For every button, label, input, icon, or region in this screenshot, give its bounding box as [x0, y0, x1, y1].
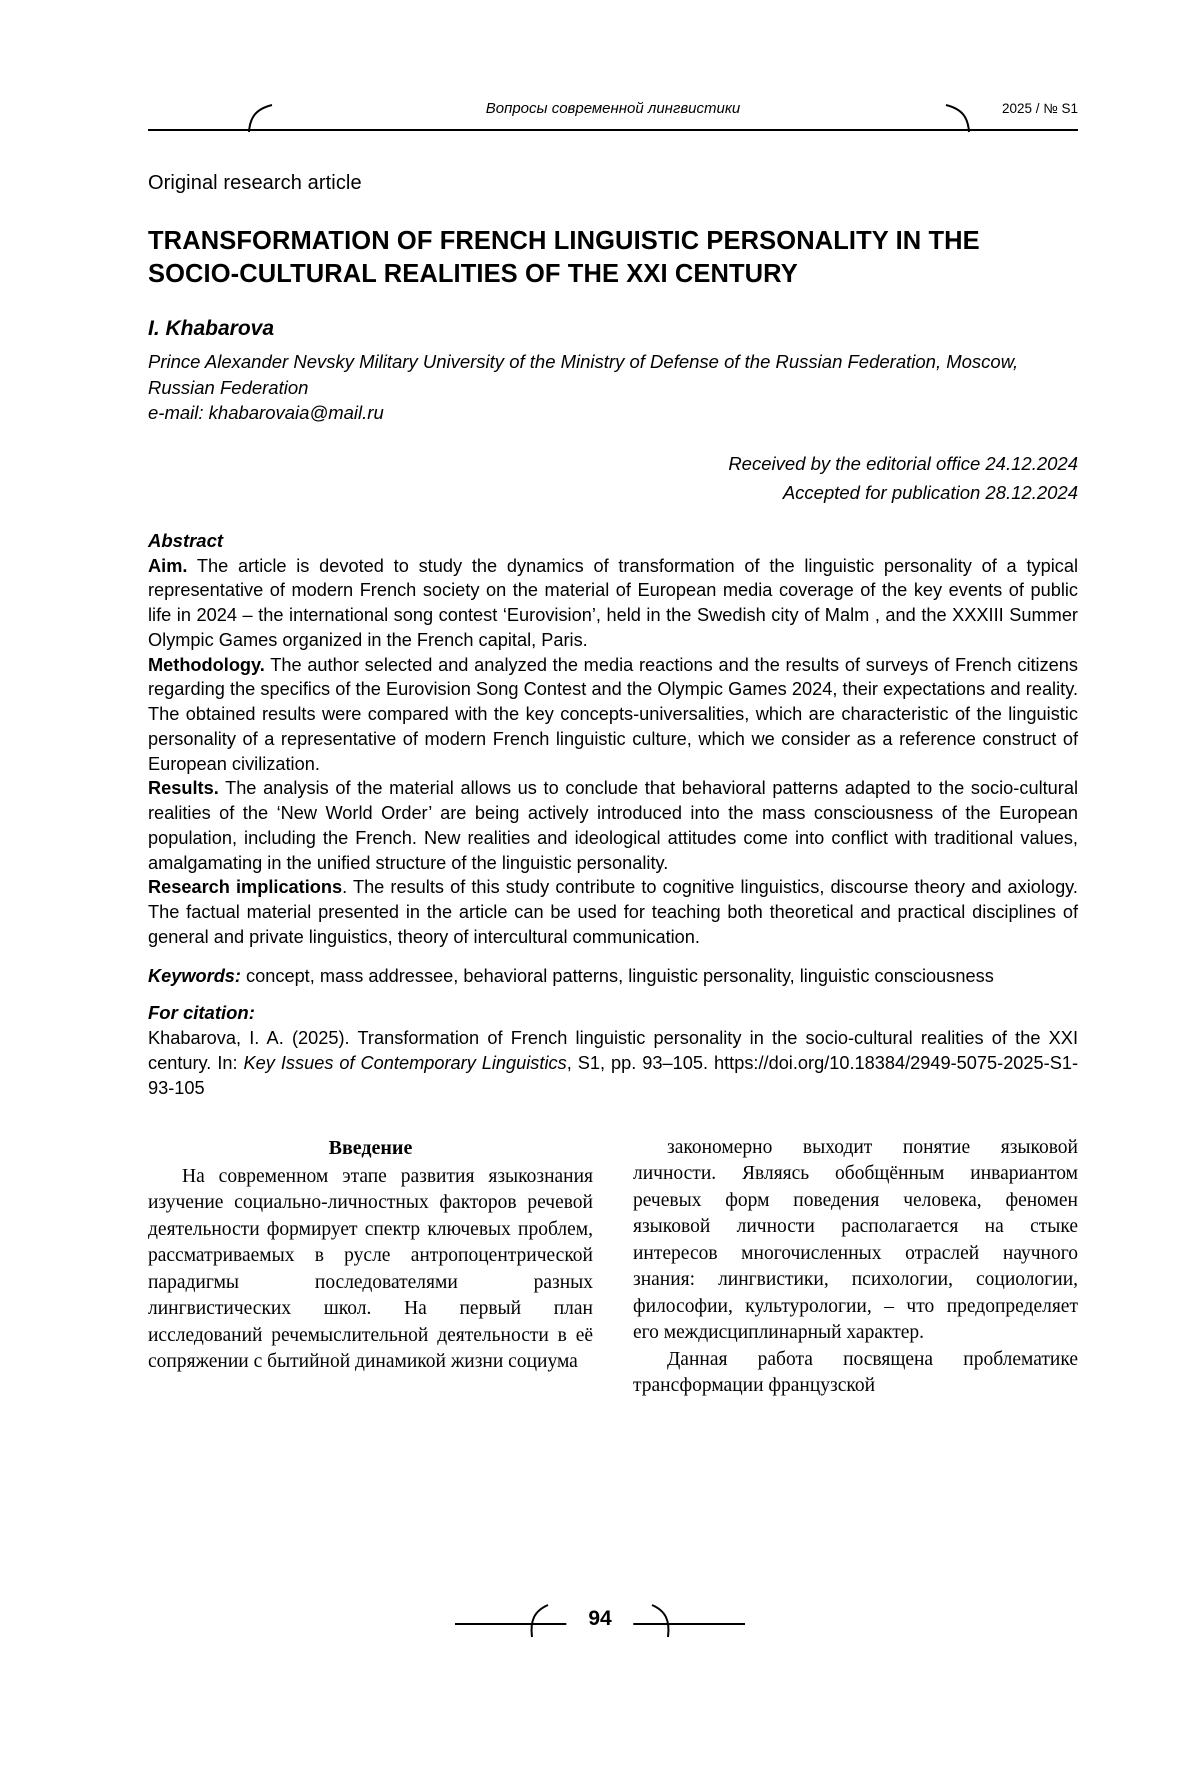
- abstract-results: [148, 776, 1078, 875]
- abstract-methodology-label: Methodology.: [148, 654, 265, 675]
- column-right: [633, 1135, 1078, 1400]
- citation-text: [148, 1026, 1078, 1100]
- author-affiliation: Prince Alexander Nevsky Military University of the Ministry of Defense of the Russian Federation, Moscow, Russian Federation: [148, 351, 1019, 398]
- abstract-results-text: The analysis of the material allows us to conclude that behavioral patterns adapted to the socio-cultural realities of the ‘New World Order’ are being actively introduced into the mass consciousness of the European population, including the French. New realities and ideological attitudes come into conflict with traditional values, amalgamating in the unified structure of the linguistic personality.: [148, 778, 1078, 873]
- body-columns: [148, 1135, 1078, 1400]
- page-number: 94: [566, 1607, 633, 1631]
- abstract-implications: [148, 875, 1078, 949]
- flourish-left-icon: [248, 103, 274, 133]
- page-title: TRANSFORMATION OF FRENCH LINGUISTIC PERSONALITY IN THE SOCIO-CULTURAL REALITIES OF THE XXI CENTURY: [148, 227, 980, 288]
- issue-label: 2025 / № S1: [992, 101, 1078, 116]
- journal-title: [148, 100, 1078, 117]
- abstract-methodology: [148, 653, 1078, 777]
- section-heading: Введение: [328, 1136, 413, 1159]
- citation-part-2: , S1, pp. 93–105. https://doi.org/10.18384/2949-5075-2025-S1-93-105: [148, 1053, 1079, 1098]
- accepted-date: Accepted for publication 28.12.2024: [782, 481, 1078, 503]
- received-date: Received by the editorial office 24.12.2024: [728, 453, 1078, 475]
- footer-flourish-left-icon: [528, 1603, 550, 1639]
- abstract-aim-text: The article is devoted to study the dynamics of transformation of the linguistic personality of a typical representative of modern French society on the material of European media coverage of the key events of public life in 2024 – the international song contest ‘Eurovision’, held in the Swedish city of Malm , and the XXXIII Summer Olympic Games organized in the French capital, Paris.: [148, 555, 1078, 650]
- keywords-text: concept, mass addressee, behavioral patterns, linguistic personality, linguistic consciousness: [240, 965, 994, 986]
- submission-dates: [148, 450, 1078, 507]
- abstract-heading: Abstract: [148, 529, 224, 551]
- abstract-implications-label: Research implications: [148, 877, 343, 898]
- paragraph: На современном этапе развития языкознания изучение социально-личностных факторов речевой деятельности формирует спектр ключевых проблем, рассматриваемых в русле антропоцентрической парадигмы последователями разных лингвистических школ. На первый план исследований речемыслительной деятельности в её сопряжении с бытийной динамикой жизни социума: [148, 1165, 593, 1373]
- journal-title-text: Вопросы современной лингвистики: [474, 100, 753, 117]
- flourish-right-icon: [944, 103, 970, 133]
- abstract-aim: [148, 554, 1078, 653]
- paragraph: Данная работа посвящена проблематике трансформации французской: [633, 1348, 1078, 1397]
- citation-label: For citation:: [148, 1002, 255, 1024]
- keywords-label: Keywords:: [148, 965, 241, 986]
- abstract-implications-text: . The results of this study contribute to cognitive linguistics, discourse theory and axiology. The factual material presented in the article can be used for teaching both theoretical and practical disciplines of general and private linguistics, theory of intercultural communication.: [148, 877, 1078, 947]
- footer-flourish-right-icon: [650, 1603, 672, 1639]
- citation-part-1: Khabarova, I. A. (2025). Transformation of French linguistic personality in the socio-cultural realities of the XXI century. In:: [148, 1028, 1078, 1074]
- abstract-aim-label: Aim.: [148, 555, 188, 576]
- paragraph: закономерно выходит понятие языковой личности. Являясь обобщённым инвариантом речевых форм поведения человека, феномен языковой личности располагается на стыке интересов многочисленных отраслей научного знания: лингвистики, психологии, социологии, философии, культурологии, – что предопределяет его междисциплинарный характер.: [633, 1136, 1078, 1344]
- citation-journal-name: Key Issues of Contemporary Linguistics: [243, 1053, 567, 1074]
- author-name: I. Khabarova: [148, 317, 275, 341]
- page-footer: [0, 1601, 1200, 1661]
- article-type: Original research article: [148, 172, 362, 194]
- author-email: e-mail: khabarovaia@mail.ru: [148, 402, 384, 424]
- abstract-results-label: Results.: [148, 778, 219, 799]
- abstract-body: [148, 554, 1078, 950]
- article-content: [148, 0, 1078, 1400]
- column-left: [148, 1135, 593, 1400]
- abstract-methodology-text: The author selected and analyzed the media reactions and the results of surveys of French citizens regarding the specifics of the Eurovision Song Contest and the Olympic Games 2024, their expectations and reality. The obtained results were compared with the key concepts-universalities, which are characteristic of the linguistic personality of a representative of modern French linguistic culture, which we consider as a reference construct of European civilization.: [148, 654, 1078, 774]
- keywords: [148, 964, 1078, 989]
